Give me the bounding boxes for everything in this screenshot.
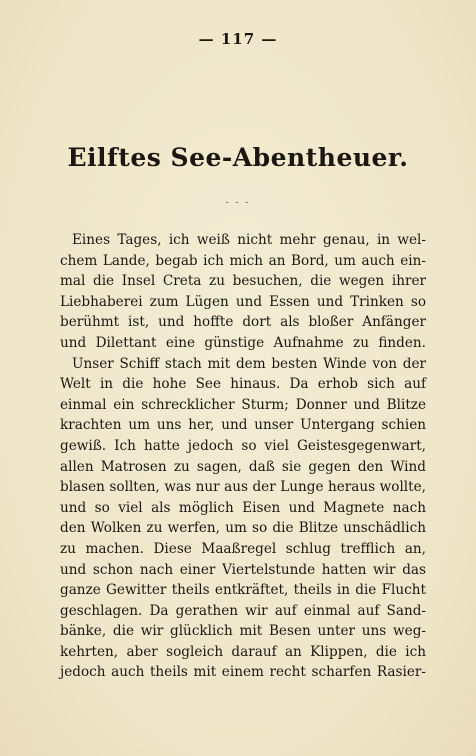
page-number: — 117 — (198, 30, 278, 48)
text-line: ganze Gewitter theils entkräftet, theils in die Flucht (60, 582, 426, 599)
text-line: den Wolken zu werfen, um so die Blitze unschädlich (60, 520, 426, 537)
text-line: und schon nach einer Viertelstunde hatten wir das (60, 561, 426, 578)
chapter-title: Eilftes See-Abentheuer. (67, 143, 409, 172)
text-line: berühmt ist, und hoffte dort als bloßer Anfänger (60, 314, 426, 331)
text-line: chem Lande, begab ich mich an Bord, um auch ein- (60, 252, 426, 269)
text-line: Liebhaberei zum Lügen und Essen und Trinken so (60, 293, 426, 310)
text-line: und Dilettant eine günstige Aufnahme zu finden. (60, 334, 426, 351)
text-line: krachten um uns her, und unser Untergang schien (60, 417, 426, 434)
text-line: gewiß. Ich hatte jedoch so viel Geistesgegenwart, (60, 437, 426, 454)
text-line: allen Matrosen zu sagen, daß sie gegen den Wind (60, 458, 426, 475)
title-ornament: - - - (225, 198, 251, 208)
text-line: blasen sollten, was nur aus der Lunge heraus wollte, (60, 479, 426, 496)
text-line: zu machen. Diese Maaßregel schlug trefflich an, (60, 540, 426, 557)
text-line: jedoch auch theils mit einem recht scharfen Rasier- (60, 664, 426, 681)
text-line: Unser Schiff stach mit dem besten Winde von der (72, 355, 426, 372)
text-line: Eines Tages, ich weiß nicht mehr genau, in wel- (72, 232, 426, 248)
body-text (60, 230, 426, 683)
text-line: mal die Insel Creta zu besuchen, die wegen ihrer (60, 273, 426, 290)
text-line: einmal ein schrecklicher Sturm; Donner und Blitze (60, 396, 426, 413)
text-line: und so viel als möglich Eisen und Magnete nach (60, 499, 426, 516)
text-line: geschlagen. Da gerathen wir auf einmal auf Sand- (60, 602, 426, 619)
text-line: kehrten, aber sogleich darauf an Klippen, die ich (60, 643, 426, 660)
text-line: bänke, die wir glücklich mit Besen unter uns weg- (60, 623, 426, 640)
text-line: Welt in die hohe See hinaus. Da erhob sich auf (60, 376, 426, 393)
